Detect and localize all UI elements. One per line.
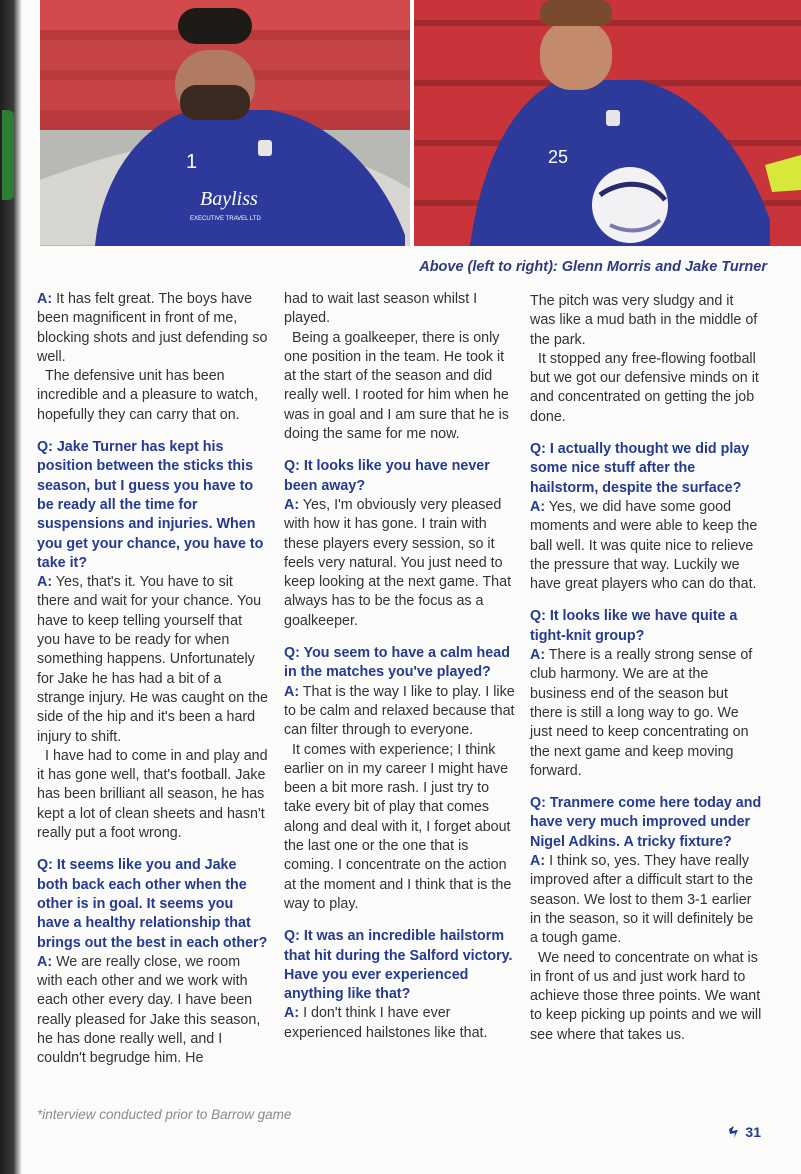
- header-photos: [0, 0, 801, 246]
- column-3: [530, 292, 762, 1045]
- answer-text: There is a really strong sense of club harmony. We are at the business end of the season but there is still a long way to go. We just need to keep concentrating on the next game and keep moving forward.: [530, 647, 753, 779]
- interview-question: Q: You seem to have a calm head in the matches you've played?: [284, 645, 510, 681]
- answer-label: A:: [37, 953, 53, 970]
- answer-continuation: It stopped any free-flowing football but we got our defensive minds on it and concentrated on getting the job done.: [530, 350, 759, 425]
- interview-question: Q: It looks like we have quite a tight-knit group?: [530, 608, 738, 644]
- photo-caption: Above (left to right): Glenn Morris and Jake Turner: [419, 259, 767, 275]
- shirt-number-1: 1: [186, 151, 198, 173]
- answer-continuation: We need to concentrate on what is in front of us and just work hard to achieve those three points. We want to keep picking up points and we will see where that takes us.: [530, 949, 762, 1043]
- answer-label: A:: [284, 1005, 300, 1022]
- answer-continuation: The defensive unit has been incredible and a pleasure to watch, hopefully they can carry that on.: [37, 368, 258, 423]
- sponsor-logo: Bayliss: [200, 188, 258, 210]
- interview-question: Q: It seems like you and Jake both back each other when the other is in goal. It seems you have a healthy relationship that brings out the best in each other?: [37, 857, 268, 951]
- answer-text: I think so, yes. They have really improved after a difficult start to the season. We lost to them 3-1 earlier in the season, so it will definitely be a tough game.: [530, 853, 754, 947]
- gull-icon: [728, 1125, 740, 1139]
- answer-label: A:: [530, 647, 546, 664]
- column-1: [37, 290, 269, 1069]
- interview-answer: [530, 498, 762, 594]
- answer-label: A:: [37, 574, 53, 591]
- interview-answer: [284, 683, 516, 741]
- interview-answer: [530, 852, 762, 948]
- answer-continuation: had to wait last season whilst I played.: [284, 291, 478, 327]
- interview-answer: [37, 953, 269, 1069]
- interview-question: Q: Tranmere come here today and have very much improved under Nigel Adkins. A tricky fixture?: [530, 795, 762, 850]
- photo-glenn-morris: [40, 0, 412, 246]
- answer-text: Yes, we did have some good moments and were able to keep the ball well. It was quite nice to relieve the pressure that way. Luckily we have great players who can do that.: [530, 498, 758, 593]
- interview-answer: [37, 290, 269, 367]
- answer-text: I don't think I have ever experienced hailstones like that.: [284, 1005, 488, 1041]
- interview-question: Q: Jake Turner has kept his position between the sticks this season, but I guess you have to be ready all the time for suspensions and injuries. When you get your chance, you have to take it?: [37, 439, 264, 571]
- answer-continuation: It comes with experience; I think earlier on in my career I might have been a bit more rash. I just try to take every bit of play that comes along and deal with it, I forget about the last one or the one that is coming. I concentrate on the action at the moment and I think that is the way to play.: [284, 741, 512, 912]
- page-number-text: 31: [745, 1124, 761, 1140]
- interview-answer: [37, 573, 269, 747]
- answer-continuation: The pitch was very sludgy and it was like a mud bath in the middle of the park.: [530, 293, 758, 348]
- interview-answer: [284, 496, 516, 631]
- answer-text: It has felt great. The boys have been magnificent in front of me, blocking shots and just defending so well.: [37, 291, 268, 365]
- answer-text: That is the way I like to play. I like to be calm and relaxed because that can filter through to everyone.: [284, 683, 515, 739]
- shirt-number-25: 25: [548, 147, 569, 167]
- answer-text: Yes, I'm obviously very pleased with how it has gone. I train with these players every session, so it feels very natural. You just need to keep looking at the next game. That always has to be the focus as a goalkeeper.: [284, 496, 512, 629]
- answer-label: A:: [530, 498, 546, 515]
- answer-label: A:: [530, 853, 546, 870]
- interview-answer: [530, 646, 762, 781]
- answer-continuation: I have had to come in and play and it has gone well, that's football. Jake has been brilliant all season, he has kept a lot of clean sheets and hasn't really put a foot wrong.: [37, 747, 268, 842]
- interview-question: Q: It looks like you have never been away?: [284, 458, 490, 494]
- answer-text: We are really close, we room with each other and we work with each other every day. I have been really pleased for Jake this season, he has done really well, and I couldn't begrudge him. He: [37, 953, 261, 1067]
- answer-label: A:: [284, 683, 300, 700]
- page-edge-tab: [2, 110, 14, 200]
- sponsor-subtext: EXECUTIVE TRAVEL LTD: [190, 216, 261, 222]
- answer-label: A:: [37, 291, 53, 307]
- answer-text: Yes, that's it. You have to sit there and wait for your chance. You have to keep telling yourself that you have to be ready for when something happens. Unfortunately for Jake he has had a bit of a strange injury. He was caught on the side of the hip and it's been a hard injury to shift.: [37, 574, 268, 745]
- interview-question: Q: It was an incredible hailstorm that hit during the Salford victory. Have you ever experienced anything like that?: [284, 928, 513, 1003]
- answer-label: A:: [284, 496, 300, 513]
- interview-question: Q: I actually thought we did play some nice stuff after the hailstorm, despite the surface?: [530, 441, 750, 496]
- interview-answer: [284, 1004, 516, 1043]
- photo-jake-turner: [414, 0, 801, 246]
- page-number: [728, 1124, 761, 1140]
- footnote: *interview conducted prior to Barrow game: [37, 1107, 292, 1122]
- column-2: [284, 290, 516, 1043]
- answer-continuation: Being a goalkeeper, there is only one position in the team. He took it at the start of the season and did really well. I rooted for him when he was in goal and I am sure that he is doing the same for me now.: [284, 329, 509, 443]
